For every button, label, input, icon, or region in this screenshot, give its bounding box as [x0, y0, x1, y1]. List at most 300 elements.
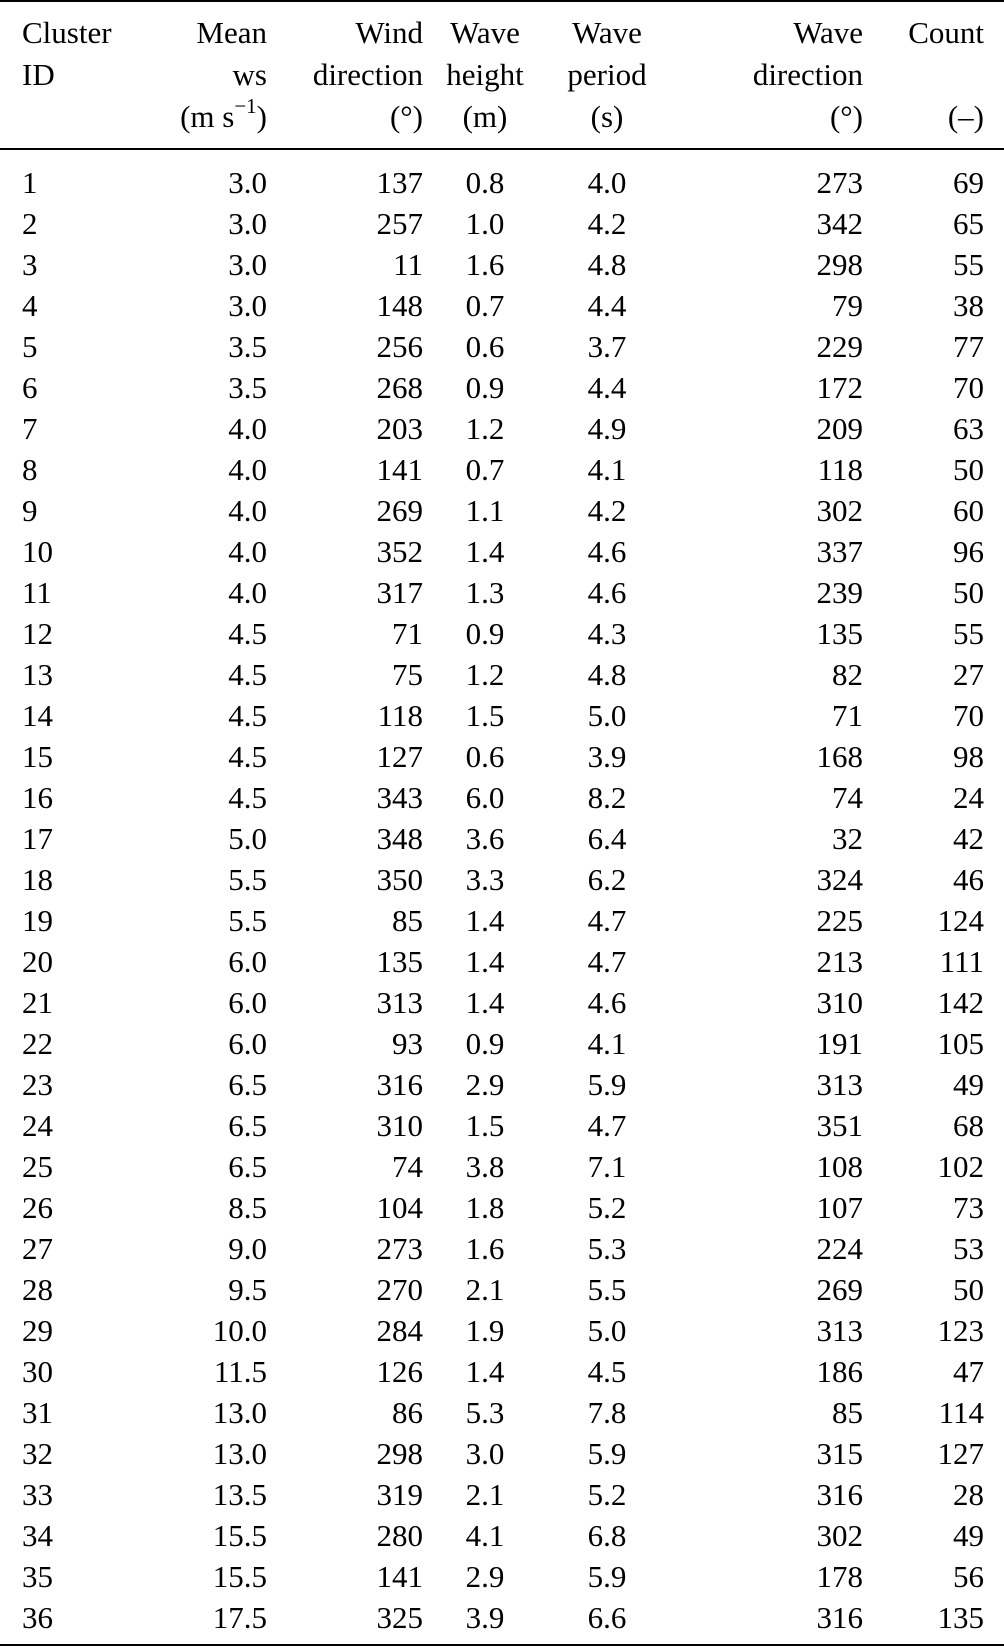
header-cluster-id-line-3	[22, 96, 140, 138]
cell-wave-height: 0.7	[465, 452, 505, 487]
table-row	[0, 777, 1004, 818]
cell-wave-direction: 118	[817, 452, 863, 487]
cell-wave-height: 3.8	[465, 1149, 505, 1184]
cell-wind-direction: 11	[393, 247, 423, 282]
cell-wave-direction: 269	[816, 1272, 863, 1307]
header-cluster-id-line-1: Cluster	[22, 15, 112, 50]
table-row	[0, 1351, 1004, 1392]
cell-wave-period: 7.1	[587, 1149, 627, 1184]
cell-mean-ws: 10.0	[212, 1313, 267, 1348]
cell-wave-height: 0.6	[465, 329, 505, 364]
table-row	[0, 367, 1004, 408]
cell-wave-height: 4.1	[465, 1518, 505, 1553]
cell-wind-direction: 141	[376, 1559, 423, 1594]
cell-cluster-id: 23	[22, 1067, 53, 1102]
cell-wind-direction: 325	[267, 1597, 423, 1645]
header-mean-ws-line-3: (m s	[180, 99, 235, 134]
cell-cluster-id: 32	[22, 1436, 53, 1471]
table-row	[0, 982, 1004, 1023]
cell-wind-direction: 256	[376, 329, 423, 364]
cell-count: 135	[863, 1597, 1004, 1645]
cell-wind-direction: 71	[392, 616, 423, 651]
cell-mean-ws: 6.0	[228, 985, 267, 1020]
cell-cluster-id: 18	[22, 862, 53, 897]
cell-wave-direction: 172	[816, 370, 863, 405]
cell-wave-direction: 315	[816, 1436, 863, 1471]
cell-mean-ws: 9.0	[228, 1231, 267, 1266]
cell-wind-direction: 137	[376, 165, 423, 200]
header-wave-direction-line-1: Wave	[793, 15, 863, 50]
cell-mean-ws: 6.0	[228, 1026, 267, 1061]
cell-mean-ws: 5.5	[228, 903, 267, 938]
header-wave-period	[547, 1, 667, 149]
cell-mean-ws: 13.0	[212, 1395, 267, 1430]
cell-cluster-id: 12	[22, 616, 53, 651]
cell-wave-height: 1.9	[465, 1313, 505, 1348]
cell-wave-period: 4.8	[587, 657, 627, 692]
cell-wave-period: 4.6	[587, 534, 627, 569]
cell-mean-ws: 3.0	[228, 288, 267, 323]
cell-wave-direction: 324	[816, 862, 863, 897]
cell-mean-ws: 4.5	[228, 739, 267, 774]
cell-count: 50	[953, 1272, 984, 1307]
cell-wave-period: 6.2	[587, 862, 627, 897]
header-mean-ws	[140, 1, 267, 149]
table-body	[0, 149, 1004, 1645]
header-wave-height-line-1: Wave	[450, 15, 520, 50]
cell-count: 102	[937, 1149, 984, 1184]
cell-count: 56	[953, 1559, 984, 1594]
cell-wind-direction: 74	[392, 1149, 423, 1184]
cell-count: 28	[953, 1477, 984, 1512]
cell-wave-height: 1.0	[465, 206, 505, 241]
cell-wave-direction: 313	[816, 1313, 863, 1348]
cell-count: 127	[937, 1436, 984, 1471]
cell-wave-direction: 229	[816, 329, 863, 364]
cell-cluster-id: 9	[22, 493, 38, 528]
cell-wave-height: 2.1	[465, 1272, 505, 1307]
cell-wave-height: 1.5	[465, 698, 505, 733]
table-row	[0, 1105, 1004, 1146]
cell-wind-direction: 298	[376, 1436, 423, 1471]
table-row	[0, 1556, 1004, 1597]
cell-count: 50	[953, 575, 984, 610]
cell-wave-direction: 32	[832, 821, 863, 856]
table-row	[0, 941, 1004, 982]
cell-wave-direction: 71	[832, 698, 863, 733]
cell-wave-direction: 316	[667, 1597, 863, 1645]
cell-mean-ws: 6.0	[228, 944, 267, 979]
cell-mean-ws: 6.5	[228, 1149, 267, 1184]
cell-mean-ws: 11.5	[213, 1354, 267, 1389]
cell-wave-period: 5.2	[587, 1190, 627, 1225]
cell-wind-direction: 127	[376, 739, 423, 774]
cell-cluster-id: 10	[22, 534, 53, 569]
cell-wave-period: 4.3	[587, 616, 627, 651]
cell-wind-direction: 352	[376, 534, 423, 569]
cell-cluster-id: 28	[22, 1272, 53, 1307]
table-row	[0, 572, 1004, 613]
cell-wave-period: 4.7	[587, 903, 627, 938]
cell-wave-height: 2.1	[465, 1477, 505, 1512]
cell-cluster-id: 36	[0, 1597, 140, 1645]
cell-count: 124	[937, 903, 984, 938]
table-row	[0, 613, 1004, 654]
cell-wind-direction: 141	[376, 452, 423, 487]
cell-cluster-id: 29	[22, 1313, 53, 1348]
cell-mean-ws: 3.5	[228, 370, 267, 405]
cell-count: 73	[953, 1190, 984, 1225]
cell-count: 55	[953, 616, 984, 651]
cell-count: 65	[953, 206, 984, 241]
table-row	[0, 1187, 1004, 1228]
cell-count: 55	[953, 247, 984, 282]
cell-count: 27	[953, 657, 984, 692]
cell-mean-ws: 6.5	[228, 1108, 267, 1143]
cell-mean-ws: 9.5	[228, 1272, 267, 1307]
cell-cluster-id: 7	[22, 411, 38, 446]
cell-wave-period: 5.9	[587, 1559, 627, 1594]
cell-cluster-id: 21	[22, 985, 53, 1020]
cell-cluster-id: 27	[22, 1231, 53, 1266]
cell-wave-height: 3.9	[423, 1597, 547, 1645]
cell-wind-direction: 257	[376, 206, 423, 241]
cell-wave-height: 2.9	[465, 1067, 505, 1102]
cell-wave-period: 4.0	[587, 165, 627, 200]
header-wave-direction	[667, 1, 863, 149]
table-row	[0, 408, 1004, 449]
cell-wave-period: 4.1	[587, 452, 627, 487]
cell-wave-direction: 209	[816, 411, 863, 446]
cell-wind-direction: 86	[392, 1395, 423, 1430]
cell-wind-direction: 280	[376, 1518, 423, 1553]
cell-count: 96	[953, 534, 984, 569]
table-row	[0, 1474, 1004, 1515]
cell-mean-ws: 4.5	[228, 616, 267, 651]
table-row	[0, 244, 1004, 285]
cell-count: 70	[953, 370, 984, 405]
cell-wave-height: 0.9	[465, 616, 505, 651]
cell-wind-direction: 317	[376, 575, 423, 610]
table-header	[0, 1, 1004, 149]
cell-cluster-id: 1	[22, 165, 38, 200]
cell-wave-direction: 302	[816, 1518, 863, 1553]
cell-wave-height: 0.6	[465, 739, 505, 774]
cell-wave-period: 4.4	[587, 288, 627, 323]
header-mean-ws-line-1: Mean	[196, 15, 267, 50]
cell-mean-ws: 3.5	[228, 329, 267, 364]
cell-wave-direction: 186	[816, 1354, 863, 1389]
cell-count: 24	[953, 780, 984, 815]
cell-wind-direction: 343	[376, 780, 423, 815]
header-wind-direction-line-2: direction	[312, 57, 423, 92]
cell-wave-height: 0.8	[465, 165, 505, 200]
cell-wave-period: 5.5	[587, 1272, 627, 1307]
table-row	[0, 149, 1004, 203]
cell-wave-direction: 79	[832, 288, 863, 323]
header-wave-direction-line-3: (°)	[829, 99, 863, 134]
cell-mean-ws: 4.0	[228, 411, 267, 446]
header-wind-direction-line-1: Wind	[355, 15, 423, 50]
cell-wave-period: 5.0	[587, 698, 627, 733]
table-row	[0, 326, 1004, 367]
cell-wave-direction: 273	[816, 165, 863, 200]
cell-wave-height: 1.6	[465, 1231, 505, 1266]
cell-cluster-id: 20	[22, 944, 53, 979]
header-mean-ws-unit-close: )	[256, 99, 267, 134]
cell-wave-height: 6.0	[465, 780, 505, 815]
cell-mean-ws: 8.5	[228, 1190, 267, 1225]
cell-mean-ws: 5.0	[228, 821, 267, 856]
header-mean-ws-unit-exponent: −1	[234, 94, 257, 118]
cell-wind-direction: 313	[376, 985, 423, 1020]
cell-wave-height: 1.6	[465, 247, 505, 282]
cell-wave-direction: 213	[816, 944, 863, 979]
header-wave-height-line-2: height	[446, 57, 524, 92]
cell-wave-height: 1.4	[465, 1354, 505, 1389]
header-wind-direction-line-3: (°)	[389, 99, 423, 134]
cell-wind-direction: 93	[392, 1026, 423, 1061]
cell-wave-direction: 82	[832, 657, 863, 692]
cell-wave-period: 4.8	[587, 247, 627, 282]
cell-count: 114	[938, 1395, 984, 1430]
cell-wave-period: 5.0	[587, 1313, 627, 1348]
cell-wind-direction: 269	[376, 493, 423, 528]
cell-wave-direction: 310	[816, 985, 863, 1020]
cell-cluster-id: 13	[22, 657, 53, 692]
cell-wind-direction: 348	[376, 821, 423, 856]
cell-mean-ws: 3.0	[228, 247, 267, 282]
cell-wave-period: 4.6	[587, 985, 627, 1020]
cell-wave-direction: 108	[816, 1149, 863, 1184]
table-row	[0, 285, 1004, 326]
cell-cluster-id: 33	[22, 1477, 53, 1512]
cell-count: 69	[953, 165, 984, 200]
cell-mean-ws: 4.5	[228, 780, 267, 815]
header-wind-direction	[267, 1, 423, 149]
header-cluster-id-line-2: ID	[22, 57, 55, 92]
cell-wave-height: 3.0	[465, 1436, 505, 1471]
cell-cluster-id: 3	[22, 247, 38, 282]
cell-wind-direction: 75	[392, 657, 423, 692]
cell-wave-height: 3.3	[465, 862, 505, 897]
header-wave-height-line-3: (m)	[462, 99, 508, 134]
cell-wave-height: 1.5	[465, 1108, 505, 1143]
cell-wave-period: 5.3	[587, 1231, 627, 1266]
header-mean-ws-line-2: ws	[232, 57, 267, 92]
cell-cluster-id: 30	[22, 1354, 53, 1389]
table-row	[0, 203, 1004, 244]
table-row	[0, 1392, 1004, 1433]
header-wave-height	[423, 1, 547, 149]
header-count	[863, 1, 1004, 149]
cell-wave-height: 1.2	[465, 411, 505, 446]
cell-wind-direction: 316	[376, 1067, 423, 1102]
cell-mean-ws: 13.5	[212, 1477, 267, 1512]
header-cluster-id	[0, 1, 140, 149]
cell-cluster-id: 31	[22, 1395, 53, 1430]
cell-count: 49	[953, 1518, 984, 1553]
table-row	[0, 859, 1004, 900]
cell-wave-direction: 239	[816, 575, 863, 610]
cell-wave-direction: 191	[816, 1026, 863, 1061]
table-row	[0, 1023, 1004, 1064]
cell-count: 68	[953, 1108, 984, 1143]
table-row	[0, 531, 1004, 572]
cell-wind-direction: 104	[376, 1190, 423, 1225]
table-row	[0, 695, 1004, 736]
cell-wave-period: 4.2	[587, 206, 627, 241]
cell-wave-period: 3.9	[587, 739, 627, 774]
cell-wave-period: 7.8	[587, 1395, 627, 1430]
cell-cluster-id: 17	[22, 821, 53, 856]
cell-wind-direction: 319	[376, 1477, 423, 1512]
cell-count: 50	[953, 452, 984, 487]
header-wave-period-line-3: (s)	[590, 99, 624, 134]
cell-wind-direction: 85	[392, 903, 423, 938]
cell-count: 142	[937, 985, 984, 1020]
cell-wind-direction: 148	[376, 288, 423, 323]
cell-count: 60	[953, 493, 984, 528]
cell-wave-period: 6.8	[587, 1518, 627, 1553]
cell-count: 77	[953, 329, 984, 364]
cell-cluster-id: 35	[22, 1559, 53, 1594]
cell-wave-period: 4.1	[587, 1026, 627, 1061]
cell-mean-ws: 4.0	[228, 452, 267, 487]
cell-wave-direction: 107	[816, 1190, 863, 1225]
cell-wave-direction: 351	[816, 1108, 863, 1143]
header-wave-direction-line-2: direction	[752, 57, 863, 92]
cell-count: 98	[953, 739, 984, 774]
cell-count: 105	[937, 1026, 984, 1061]
cell-wave-direction: 85	[832, 1395, 863, 1430]
table-row	[0, 1146, 1004, 1187]
table-row	[0, 900, 1004, 941]
cell-wind-direction: 135	[376, 944, 423, 979]
cell-cluster-id: 4	[22, 288, 38, 323]
cell-mean-ws: 4.0	[228, 534, 267, 569]
cell-wind-direction: 203	[376, 411, 423, 446]
cell-wave-height: 0.9	[465, 1026, 505, 1061]
cell-mean-ws: 17.5	[140, 1597, 267, 1645]
table-row	[0, 736, 1004, 777]
cell-mean-ws: 4.0	[228, 493, 267, 528]
cell-count: 53	[953, 1231, 984, 1266]
cell-wave-direction: 135	[816, 616, 863, 651]
cell-cluster-id: 15	[22, 739, 53, 774]
cell-cluster-id: 11	[22, 575, 52, 610]
cell-wave-height: 1.1	[465, 493, 505, 528]
cell-count: 70	[953, 698, 984, 733]
cell-count: 42	[953, 821, 984, 856]
header-row	[0, 1, 1004, 149]
header-count-line-2	[863, 54, 984, 96]
cell-wave-height: 1.3	[465, 575, 505, 610]
table-row	[0, 1228, 1004, 1269]
cell-wave-period: 4.5	[587, 1354, 627, 1389]
table-row	[0, 818, 1004, 859]
table-row	[0, 654, 1004, 695]
cell-wave-direction: 178	[816, 1559, 863, 1594]
cell-wave-direction: 224	[816, 1231, 863, 1266]
cell-wave-period: 8.2	[587, 780, 627, 815]
cell-wind-direction: 118	[377, 698, 423, 733]
cell-wave-height: 3.6	[465, 821, 505, 856]
cell-wave-height: 2.9	[465, 1559, 505, 1594]
table-row	[0, 1597, 1004, 1645]
cell-wave-direction: 298	[816, 247, 863, 282]
cell-wind-direction: 284	[376, 1313, 423, 1348]
header-wave-period-line-1: Wave	[572, 15, 642, 50]
cell-wave-height: 0.9	[465, 370, 505, 405]
cell-mean-ws: 3.0	[228, 165, 267, 200]
cell-wave-direction: 342	[816, 206, 863, 241]
cell-wave-period: 4.4	[587, 370, 627, 405]
cell-wave-period: 5.9	[587, 1067, 627, 1102]
cell-cluster-id: 14	[22, 698, 53, 733]
table-row	[0, 1269, 1004, 1310]
cell-wave-period: 6.6	[547, 1597, 667, 1645]
cell-wave-height: 1.8	[465, 1190, 505, 1225]
cell-wave-period: 4.7	[587, 1108, 627, 1143]
cell-wave-period: 4.2	[587, 493, 627, 528]
cell-cluster-id: 26	[22, 1190, 53, 1225]
cell-wave-direction: 313	[816, 1067, 863, 1102]
table-row	[0, 1515, 1004, 1556]
cell-mean-ws: 15.5	[212, 1559, 267, 1594]
cell-count: 38	[953, 288, 984, 323]
header-wave-period-line-2: period	[567, 57, 647, 92]
cell-mean-ws: 5.5	[228, 862, 267, 897]
cell-wind-direction: 273	[376, 1231, 423, 1266]
header-count-line-1: Count	[908, 15, 984, 50]
cell-cluster-id: 25	[22, 1149, 53, 1184]
header-mean-ws-unit	[140, 96, 267, 138]
cell-cluster-id: 16	[22, 780, 53, 815]
cell-mean-ws: 4.0	[228, 575, 267, 610]
cell-wave-height: 1.4	[465, 534, 505, 569]
cell-cluster-id: 6	[22, 370, 38, 405]
cell-mean-ws: 13.0	[212, 1436, 267, 1471]
cell-count: 123	[937, 1313, 984, 1348]
cell-count: 63	[953, 411, 984, 446]
cell-mean-ws: 6.5	[228, 1067, 267, 1102]
cell-count: 111	[939, 944, 984, 979]
cell-wave-height: 5.3	[465, 1395, 505, 1430]
cell-wave-period: 3.7	[587, 329, 627, 364]
cell-count: 47	[953, 1354, 984, 1389]
cell-wave-period: 4.7	[587, 944, 627, 979]
table-row	[0, 1310, 1004, 1351]
cell-count: 49	[953, 1067, 984, 1102]
cell-wave-height: 0.7	[465, 288, 505, 323]
cell-wind-direction: 270	[376, 1272, 423, 1307]
cell-wave-direction: 316	[816, 1477, 863, 1512]
cell-wave-period: 4.9	[587, 411, 627, 446]
cell-wave-period: 4.6	[587, 575, 627, 610]
cell-wave-period: 6.4	[587, 821, 627, 856]
cell-wind-direction: 310	[376, 1108, 423, 1143]
cell-wave-period: 5.9	[587, 1436, 627, 1471]
header-count-line-3: (–)	[947, 99, 984, 134]
cell-cluster-id: 19	[22, 903, 53, 938]
cell-wave-direction: 74	[832, 780, 863, 815]
cell-cluster-id: 22	[22, 1026, 53, 1061]
cell-cluster-id: 34	[22, 1518, 53, 1553]
table-row	[0, 1064, 1004, 1105]
cell-wave-period: 5.2	[587, 1477, 627, 1512]
table-row	[0, 449, 1004, 490]
